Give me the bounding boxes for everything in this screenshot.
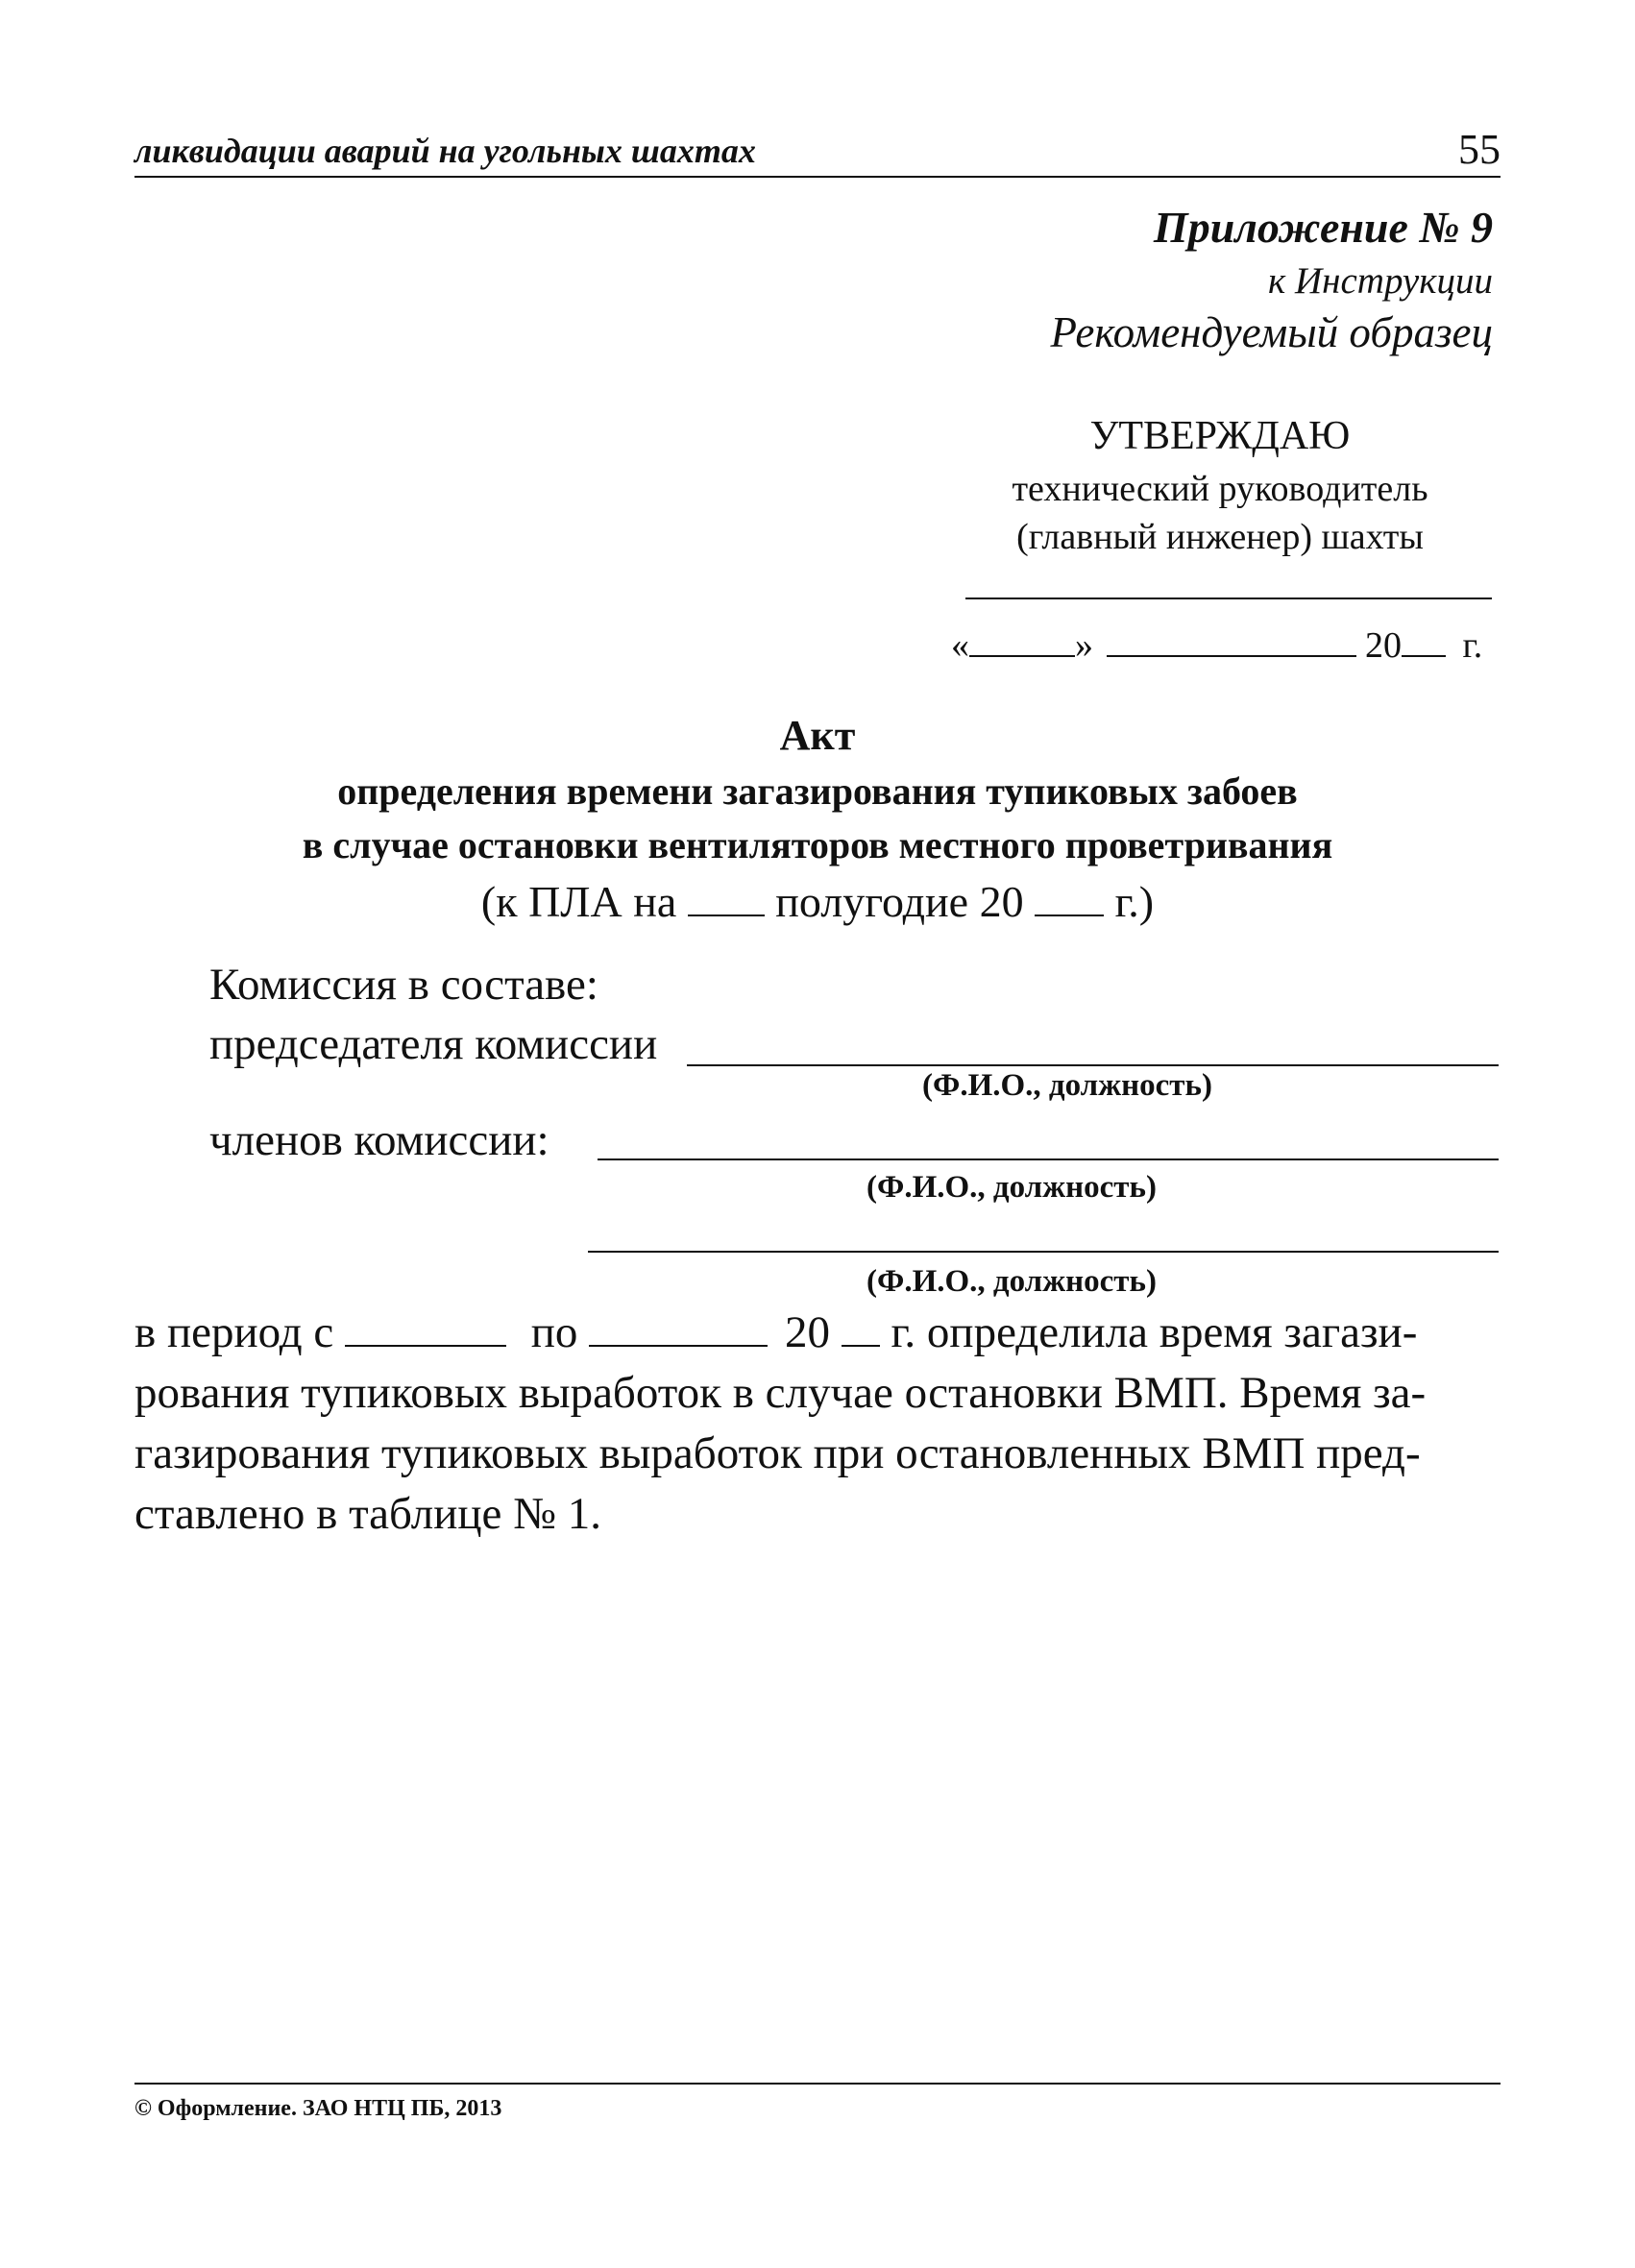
- period-year-prefix: 20: [784, 1307, 830, 1357]
- approval-title: УТВЕРЖДАЮ: [1089, 414, 1351, 458]
- members-label: членов комиссии:: [209, 1115, 549, 1165]
- date-day-blank: [969, 624, 1075, 657]
- page-number: 55: [1458, 126, 1501, 173]
- plan-half-blank: [688, 884, 765, 916]
- approval-position-detail: (главный инженер) шахты: [1016, 517, 1424, 557]
- running-title: ликвидации аварий на угольных шахтах: [134, 132, 756, 170]
- footer-rule: [134, 2083, 1501, 2085]
- chairman-fio-caption: (Ф.И.О., должность): [922, 1068, 1212, 1103]
- plan-prefix: (к ПЛА на: [480, 877, 677, 926]
- chairman-label: председателя комиссии: [209, 1019, 658, 1069]
- member2-fio-caption: (Ф.И.О., должность): [866, 1264, 1157, 1299]
- appendix-title: Приложение № 9: [1153, 203, 1493, 252]
- period-text-end: г. определила время загази-: [891, 1307, 1418, 1357]
- approval-position: технический руководитель: [1012, 469, 1428, 509]
- date-close-quote: »: [1075, 625, 1093, 666]
- appendix-sample-label: Рекомендуемый образец: [1050, 308, 1493, 356]
- date-year-suffix: г.: [1462, 625, 1483, 666]
- approval-signature-line: [965, 597, 1492, 599]
- commission-heading: Комиссия в составе:: [209, 960, 598, 1010]
- date-month-blank: [1107, 624, 1356, 657]
- approval-date-line: [951, 624, 1482, 667]
- member2-blank-line: [588, 1251, 1499, 1253]
- paragraph-line-1: [134, 1303, 1499, 1363]
- paragraph-line-4: ставлено в таблице № 1.: [134, 1489, 601, 1539]
- date-open-quote: «: [951, 625, 969, 666]
- paragraph-line-3: газирования тупиковых выработок при остановленных ВМП пред-: [134, 1428, 1421, 1478]
- act-title: Акт: [779, 712, 856, 759]
- period-to-blank: [589, 1308, 768, 1347]
- act-subtitle-line1: определения времени загазирования тупиковых забоев: [337, 769, 1298, 813]
- period-from-label: в период с: [134, 1307, 334, 1357]
- period-year-blank: [842, 1308, 880, 1347]
- period-from-blank: [345, 1308, 506, 1347]
- plan-middle: полугодие 20: [775, 877, 1024, 926]
- member1-blank-line: [598, 1158, 1499, 1160]
- plan-suffix: г.): [1114, 877, 1155, 926]
- footer-copyright: © Оформление. ЗАО НТЦ ПБ, 2013: [134, 2096, 502, 2121]
- member1-fio-caption: (Ф.И.О., должность): [866, 1170, 1157, 1205]
- act-plan-line: [0, 876, 1635, 927]
- date-year-blank: [1402, 624, 1446, 657]
- chairman-blank-line: [687, 1064, 1499, 1066]
- appendix-subtitle: к Инструкции: [1267, 260, 1493, 302]
- period-to-label: по: [530, 1307, 578, 1357]
- act-subtitle-line2: в случае остановки вентиляторов местного проветривания: [302, 823, 1333, 866]
- paragraph-line-2: рования тупиковых выработок в случае остановки ВМП. Время за-: [134, 1368, 1427, 1418]
- period-paragraph: [134, 1303, 1499, 1545]
- plan-year-blank: [1035, 884, 1104, 916]
- header-rule: [134, 176, 1501, 178]
- date-year-prefix: 20: [1365, 625, 1402, 666]
